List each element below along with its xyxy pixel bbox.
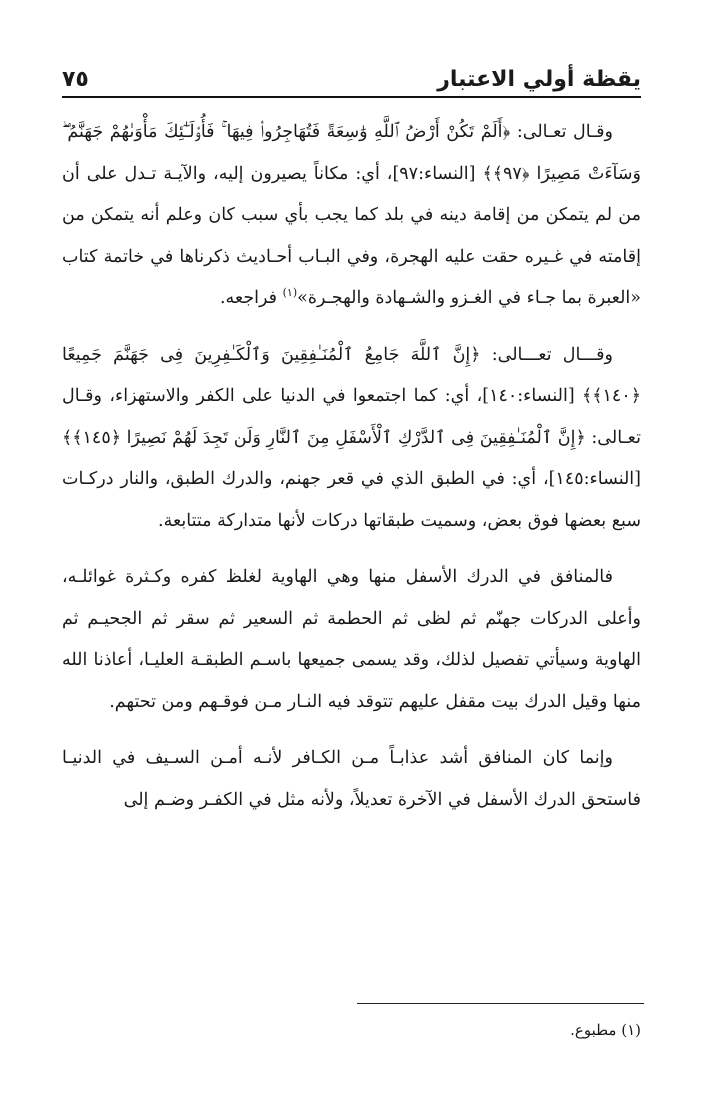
footnote-text: (١) مطبوع. xyxy=(570,1021,641,1039)
paragraph-1-tail: فراجعه. xyxy=(219,288,283,308)
paragraph-3 xyxy=(62,557,641,723)
paragraph-2 xyxy=(62,335,641,543)
page-number: ٧٥ xyxy=(62,67,89,92)
paragraph-3-text: فالمنافق في الدرك الأسفل منها وهي الهاوية لغلظ كفره وكـثرة غوائلـه، وأعلى الدركات جهنّم ثم لظى ثم الحطمة ثم السعير ثم سقر ثم الجحيـم ثم الهاوية وسيأتي تفصيل لذلك، وقد يسمى جميعها باسـم الطبقـة العليـا، أعاذنا الله منها وقيل الدرك بيت مقفل عليهم تتوقد فيه النـار مـن فوقـهم ومن تحتهم. xyxy=(62,567,641,712)
main-text xyxy=(62,112,641,836)
page-header xyxy=(62,52,641,98)
footnote-reference: (١) xyxy=(282,286,298,300)
paragraph-1 xyxy=(62,112,641,320)
paragraph-4-text: وإنما كان المنافق أشد عذابـاً مـن الكـافر لأنـه أمـن السـيف في الدنيـا فاستحق الدرك الأسفل في الآخرة تعديلاً، ولأنه مثل في الكفـر وضـم إلى xyxy=(62,748,641,810)
paragraph-4 xyxy=(62,738,641,821)
paragraph-1-text: وقـال تعـالى: ﴿أَلَمْ تَكُنْ أَرْضُ ٱللَّهِ وَٰسِعَةً فَتُهَاجِرُوا۟ فِيهَا ۚ فَأُو۟لَـٰٓئِكَ مَأْوَىٰهُمْ جَهَنَّمُ ۖ وَسَآءَتْ مَصِيرًا ﴿٩٧﴾﴾ [النساء:٩٧]، أي: مكاناً يصيرون إليه، والآيـة تـدل على أن من لم يتمكن من إقامة دينه في بلد كما يجب بأي سبب كان وعلم أنه يتمكن من إقامته في غـيره حقت عليه الهجرة، وفي البـاب أحـاديث ذكرناها في خاتمة كتاب «العبرة بما جـاء في الغـزو والشـهادة والهجـرة» xyxy=(62,122,641,308)
footnote-divider xyxy=(357,1003,644,1004)
paragraph-2-text: وقـــال تعـــالى: ﴿إِنَّ ٱللَّهَ جَامِعُ ٱلْمُنَـٰفِقِينَ وَٱلْكَـٰفِرِينَ فِى جَهَنَّمَ جَمِيعًا ﴿١٤٠﴾﴾ [النساء:١٤٠]، أي: كما اجتمعوا في الدنيا على الكفر والاستهزاء، وقـال تعـالى: ﴿إِنَّ ٱلْمُنَـٰفِقِينَ فِى ٱلدَّرْكِ ٱلْأَسْفَلِ مِنَ ٱلنَّارِ وَلَن تَجِدَ لَهُمْ نَصِيرًا ﴿١٤٥﴾﴾ [النساء:١٤٥]، أي: في الطبق الذي في قعر جهنم، والدرك الطبق، والنار دركـات سبع بعضها فوق بعض، وسميت طبقاتها دركات لأنها متداركة متتابعة. xyxy=(62,344,641,531)
footnote xyxy=(570,1018,641,1042)
running-title: يقظة أولي الاعتبار xyxy=(437,67,641,92)
